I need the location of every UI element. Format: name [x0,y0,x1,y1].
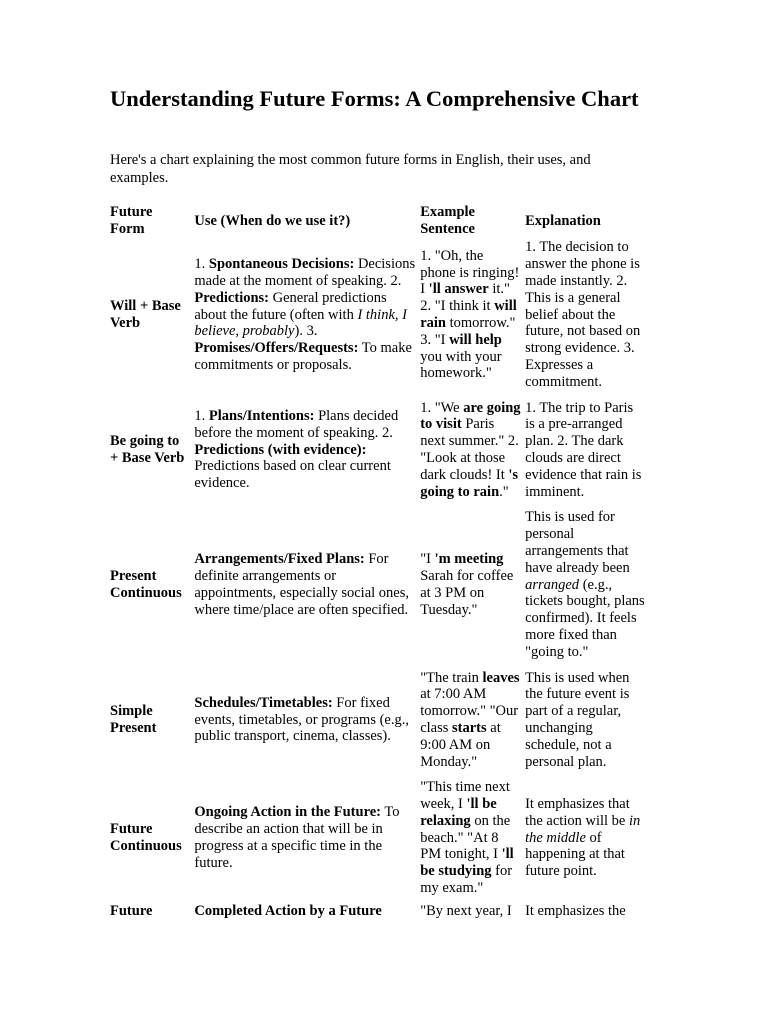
page-title: Understanding Future Forms: A Comprehensive Chart [110,86,639,111]
cell-text: "The train [420,669,483,686]
italic-term: I think, I believe, probably [194,306,407,340]
bold-term: are going to visit [420,399,521,433]
table-row [108,897,648,920]
bold-term: leaves [482,669,520,686]
cell-form: Present Continuous [110,568,182,601]
cell-text: It emphasizes the [525,903,626,919]
cell-text: 1. "We [420,399,464,416]
bold-term: 'm meeting [434,551,504,568]
cell-use [192,391,418,509]
cell-text: To describe an action that will be in progress at a specific time in the future. [194,804,400,871]
cell-explanation [523,661,648,779]
cell-form: Will + Base Verb [110,298,181,331]
cell-text: "This time next week, I [420,779,510,812]
bold-term: Completed Action by a Future [194,903,382,919]
bold-term: Plans/Intentions: [208,408,315,424]
cell-text: To make commitments or proposals. [194,340,412,373]
cell-text: Plans decided before the moment of speaking. 2. [194,408,399,441]
bold-term: 'll be relaxing [420,796,497,829]
table-header-row [108,203,648,239]
cell-explanation [523,897,648,920]
cell-text: 1. The decision to answer the phone is made instantly. 2. This is a general belief about the future, not based on strong evidence. 3. Expresses a commitment. [525,239,641,390]
bold-term: Ongoing Action in the Future: [194,804,382,821]
cell-example [418,509,523,661]
italic-term: arranged [525,576,580,593]
cell-text: tomorrow." 3. "I [420,315,516,348]
bold-term: 's going to rain [420,466,519,500]
cell-text: of happening at that future point. [525,829,625,880]
cell-example [418,897,523,920]
cell-text: Sarah for coffee at 3 PM on Tuesday." [420,568,514,618]
cell-use [192,779,418,897]
cell-text: For definite arrangements or appointments, especially social ones, where time/place are often specified. [194,551,410,618]
table-row [108,391,648,509]
intro-paragraph: Here's a chart explaining the most common future forms in English, their uses, and examples. [110,152,591,186]
cell-example [418,239,523,391]
cell-text: at 9:00 AM on Monday." [420,720,501,770]
bold-term: Schedules/Timetables: [194,694,333,711]
table-row [108,779,648,897]
cell-text: This is used for personal arrangements that have already been [525,509,630,576]
header-explanation: Explanation [525,212,601,229]
cell-text: ). 3. [294,323,318,340]
table-row [108,509,648,661]
bold-term: Arrangements/Fixed Plans: [194,551,365,568]
cell-text: on the beach." "At 8 PM tonight, I [420,812,511,863]
bold-term: Predictions (with evidence): [194,441,367,458]
bold-term: 'll be studying [420,846,514,880]
cell-text: It emphasizes that the action will be [525,796,630,829]
cell-example [418,661,523,779]
cell-text: "I [420,551,435,568]
cell-text: ." [499,483,509,500]
header-use: Use (When do we use it?) [194,212,351,229]
cell-use [192,661,418,779]
cell-text: 1. [194,408,209,424]
cell-form: Simple Present [110,703,157,736]
bold-term: will rain [420,298,517,331]
cell-example [418,391,523,509]
italic-term: in the middle [525,812,641,846]
bold-term: will help [449,331,502,348]
cell-text: General predictions about the future (often with [194,289,387,323]
future-forms-table [108,203,648,920]
cell-text: This is used when the future event is part of a regular, unchanging schedule, not a personal plan. [525,669,630,770]
cell-explanation [523,779,648,897]
cell-text: 1. The trip to Paris is a pre-arranged plan. 2. The dark clouds are direct evidence that rain is imminent. [525,399,642,500]
bold-term: Promises/Offers/Requests: [194,340,359,357]
cell-text: 1. "Oh, the phone is ringing! I [420,247,520,298]
cell-text: Decisions made at the moment of speaking. 2. [194,256,416,289]
cell-text: at 7:00 AM tomorrow." "Our class [420,686,519,736]
cell-text: it." 2. "I think it [420,281,510,315]
cell-form: Future [110,903,153,919]
bold-term: 'll answer [428,281,489,298]
cell-text: (e.g., tickets bought, plans confirmed). It feels more fixed than "going to." [525,576,645,660]
cell-form: Be going to + Base Verb [110,433,185,466]
cell-form: Future Continuous [110,821,182,854]
cell-text: 1. [194,256,209,273]
cell-explanation [523,239,648,391]
cell-text: for my exam." [420,863,513,896]
cell-text: Paris next summer." 2. "Look at those dark clouds! It [420,416,519,483]
table-row [108,239,648,391]
cell-text: For fixed events, timetables, or programs (e.g., public transport, cinema, classes). [194,694,409,745]
cell-explanation [523,509,648,661]
cell-text: you with your homework." [420,348,502,382]
cell-use [192,239,418,391]
header-future-form: Future Form [110,204,153,237]
cell-use [192,509,418,661]
table-row [108,661,648,779]
header-example: Example Sentence [420,204,475,237]
cell-example [418,779,523,897]
bold-term: Spontaneous Decisions: [208,256,355,273]
cell-use [192,897,418,920]
cell-text: Predictions based on clear current evidence. [194,458,391,492]
bold-term: starts [452,720,487,736]
cell-explanation [523,391,648,509]
cell-text: "By next year, I [420,903,512,919]
bold-term: Predictions: [194,289,270,306]
